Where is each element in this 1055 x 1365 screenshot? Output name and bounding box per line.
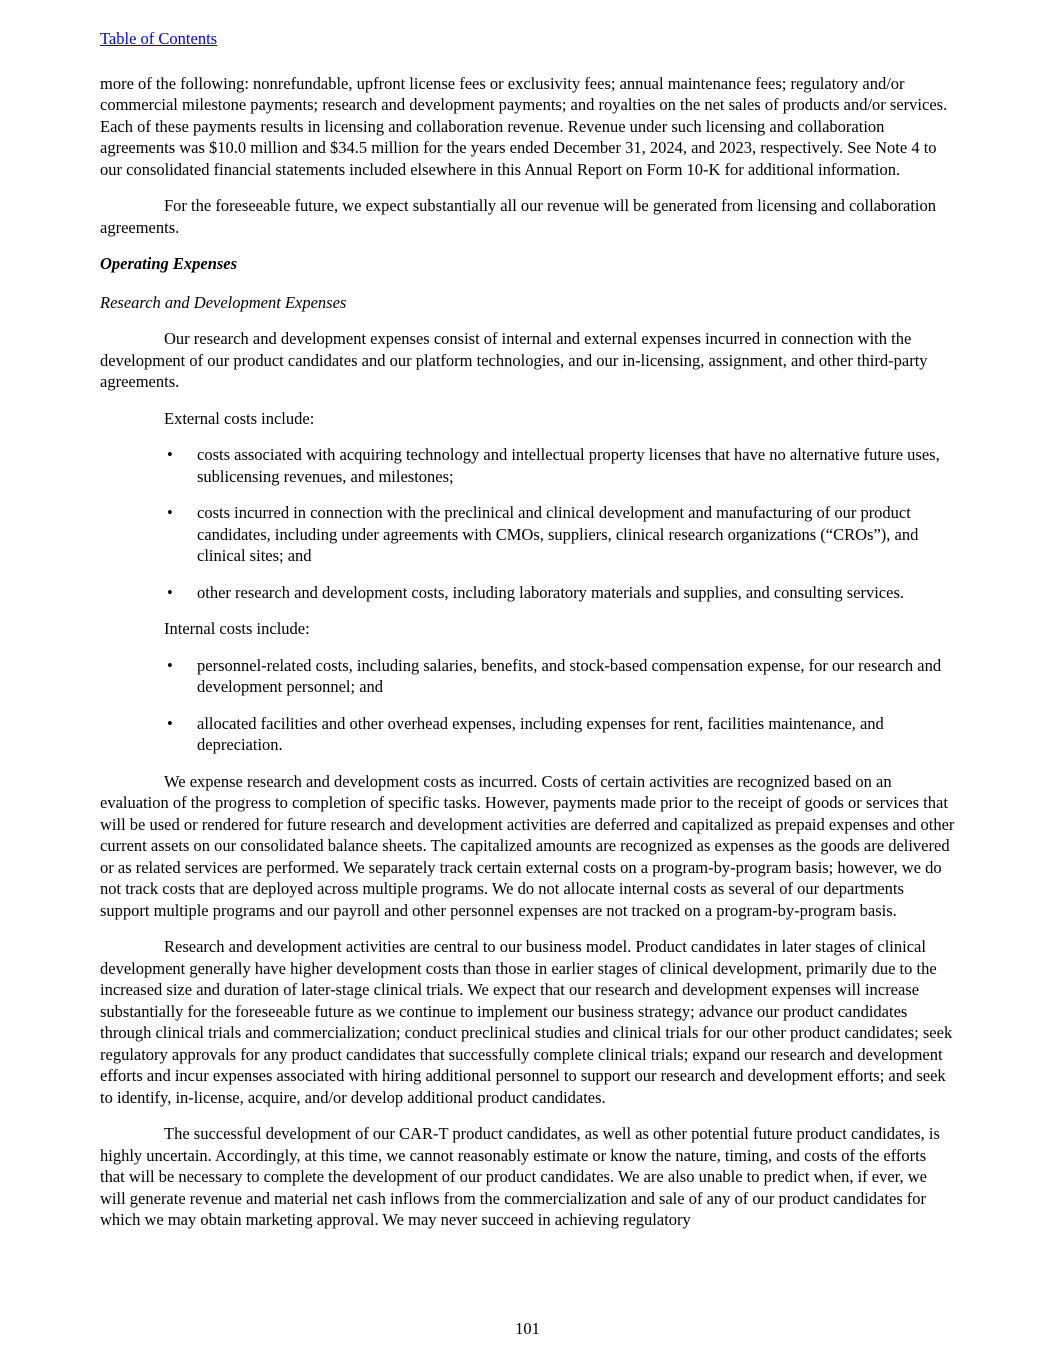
bullet-icon: • <box>167 713 173 733</box>
list-item-text: other research and development costs, including laboratory materials and supplies, and consulting services. <box>197 582 905 602</box>
table-of-contents-link[interactable]: Table of Contents <box>100 29 218 48</box>
list-item-internal-1 <box>100 655 955 698</box>
bullet-icon: • <box>167 582 173 602</box>
paragraph-internal-costs-include: Internal costs include: <box>164 619 310 638</box>
paragraph-cart-development-uncertain: The successful development of our CAR-T product candidates, as well as other potential future product candidates, is highly uncertain. Accordingly, at this time, we cannot reasonably estimate or know the nature, timing, and costs of the efforts that will be necessary to complete the development of our product candidates. We are also unable to predict when, if ever, we will generate revenue and material net cash inflows from the commercialization and sale of any of our product candidates for which we may obtain marketing approval. We may never succeed in achieving regulatory <box>100 1124 940 1229</box>
list-item-text: costs incurred in connection with the preclinical and clinical development and manufacturing of our product candidates, including under agreements with CMOs, suppliers, clinical research organizations (“CROs”), and clinical sites; and <box>197 503 919 565</box>
paragraph-rd-expenses-consist: Our research and development expenses consist of internal and external expenses incurred in connection with the development of our product candidates and our platform technologies, and our in-licensing, assignment, and other third-party agreements. <box>100 329 928 391</box>
list-item-external-1 <box>100 444 955 487</box>
heading-operating-expenses: Operating Expenses <box>100 254 238 273</box>
list-item-external-3 <box>100 582 955 604</box>
list-item-internal-2 <box>100 713 955 756</box>
heading-research-development-expenses: Research and Development Expenses <box>100 292 347 312</box>
paragraph-foreseeable-future: For the foreseeable future, we expect substantially all our revenue will be generated from licensing and collaboration agreements. <box>100 196 937 237</box>
page-number: 101 <box>515 1319 540 1338</box>
list-item-text: costs associated with acquiring technology and intellectual property licenses that have no alternative future uses, sublicensing revenues, and milestones; <box>197 445 940 486</box>
paragraph-external-costs-include: External costs include: <box>164 408 315 428</box>
toc-link-row <box>100 28 955 50</box>
bullet-icon: • <box>167 445 173 464</box>
list-item-text: allocated facilities and other overhead expenses, including expenses for rent, facilities maintenance, and depreciation. <box>197 713 884 754</box>
bullet-icon: • <box>167 503 173 522</box>
paragraph-rd-central-to-business: Research and development activities are central to our business model. Product candidates in later stages of clinical development generally have higher development costs than those in earlier stages of clinical development, primarily due to the increased size and duration of later-stage clinical trials. We expect that our research and development expenses will increase substantially for the foreseeable future as we continue to implement our business strategy; advance our product candidates through clinical trials and commercialization; conduct preclinical studies and clinical trials for our other product candidates; seek regulatory approvals for any product candidates that successfully complete clinical trials; expand our research and development efforts and incur expenses associated with hiring additional personnel to support our research and development efforts; and seek to identify, in-license, acquire, and/or develop additional product candidates. <box>100 937 953 1107</box>
paragraph-expense-as-incurred: We expense research and development costs as incurred. Costs of certain activities are recognized based on an evaluation of the progress to completion of specific tasks. However, payments made prior to the receipt of goods or services that will be used or rendered for future research and development activities are deferred and capitalized as prepaid expenses and other current assets on our consolidated balance sheets. The capitalized amounts are recognized as expenses as the goods are delivered or as related services are performed. We separately track certain external costs on a program-by-program basis; however, we do not track costs that are deployed across multiple programs. We do not allocate internal costs as several of our departments support multiple programs and our payroll and other personnel expenses are not tracked on a program-by-program basis. <box>100 771 955 920</box>
list-item-external-2 <box>100 502 955 567</box>
list-item-text: personnel-related costs, including salaries, benefits, and stock-based compensation expense, for our research and development personnel; and <box>197 655 942 696</box>
bullet-icon: • <box>167 655 173 675</box>
paragraph-licensing-revenue: more of the following: nonrefundable, upfront license fees or exclusivity fees; annual maintenance fees; regulatory and/or commercial milestone payments; research and development payments; and royalties on the net sales of products and/or services. Each of these payments results in licensing and collaboration revenue. Revenue under such licensing and collaboration agreements was $10.0 million and $34.5 million for the years ended December 31, 2024, and 2023, respectively. See Note 4 to our consolidated financial statements included elsewhere in this Annual Report on Form 10-K for additional information. <box>100 73 948 179</box>
